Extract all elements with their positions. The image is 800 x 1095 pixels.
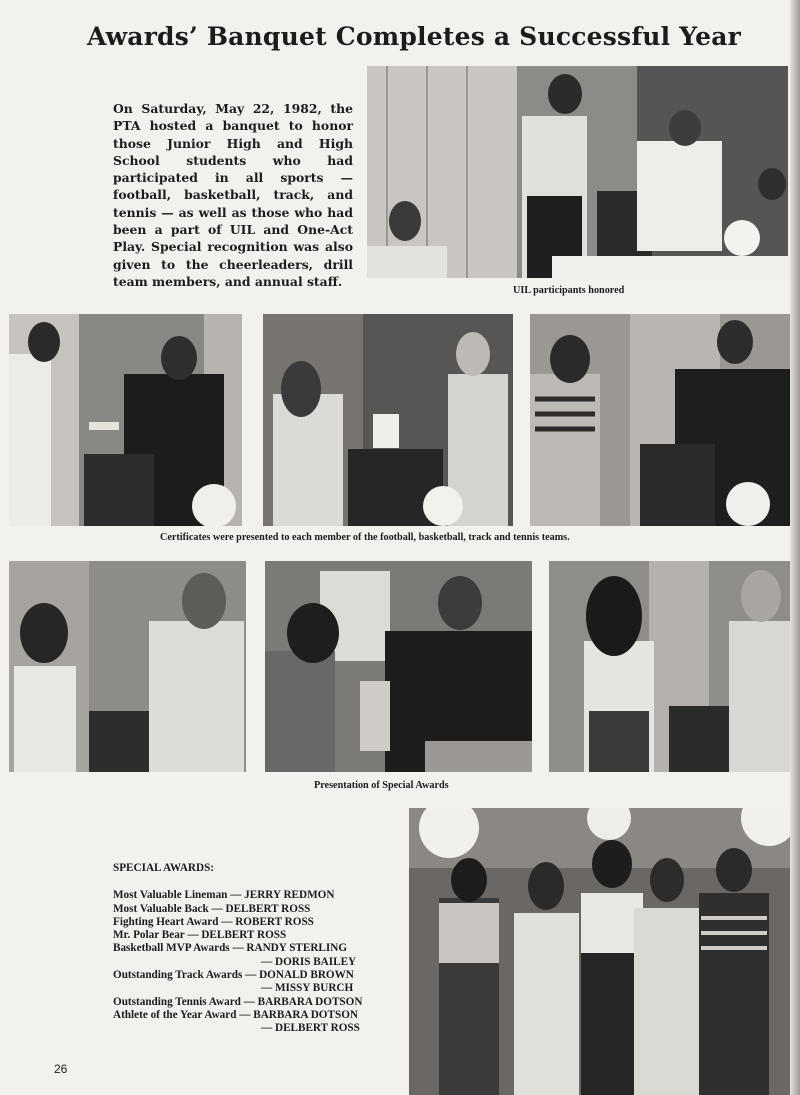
- special-awards-heading: SPECIAL AWARDS:: [113, 862, 215, 874]
- award-line: Basketball MVP Awards — RANDY STERLING: [113, 942, 348, 955]
- award-line: Fighting Heart Award — ROBERT ROSS: [113, 915, 314, 928]
- special-award-photo-3: [549, 561, 792, 772]
- award-line: Most Valuable Back — DELBERT ROSS: [113, 902, 311, 915]
- special-award-photo-2: [265, 561, 532, 772]
- special-awards-list: [113, 862, 413, 1036]
- special-award-photo-1: [9, 561, 246, 772]
- award-winners-group-photo: [409, 808, 795, 1095]
- award-line: Outstanding Tennis Award — BARBARA DOTSON: [113, 995, 363, 1008]
- certificate-photo-3: [530, 314, 792, 526]
- certificate-photo-1: [9, 314, 242, 526]
- caption-uil: UIL participants honored: [513, 285, 625, 296]
- award-line: Mr. Polar Bear — DELBERT ROSS: [113, 929, 287, 942]
- uil-photo: [367, 66, 788, 278]
- award-line: Outstanding Track Awards — DONALD BROWN: [113, 969, 354, 982]
- page-number: 26: [54, 1062, 68, 1076]
- intro-paragraph: On Saturday, May 22, 1982, the PTA hosted a banquet to honor those Junior High and High School students who had participated in all sports — football, basketball, track, and tennis — as well as those who had been a part of UIL and One-Act Play. Special recognition was also given to the cheerleaders, drill team members, and annual staff.: [113, 101, 353, 289]
- award-line: — MISSY BURCH: [261, 982, 354, 995]
- page-title: Awards’ Banquet Completes a Successful Year: [86, 22, 741, 51]
- award-line: Athlete of the Year Award — BARBARA DOTSON: [113, 1008, 358, 1021]
- award-line: Most Valuable Lineman — JERRY REDMON: [113, 889, 335, 902]
- award-line: — DELBERT ROSS: [261, 1022, 360, 1035]
- certificate-photo-2: [263, 314, 513, 526]
- award-line: — DORIS BAILEY: [261, 955, 357, 968]
- caption-special: Presentation of Special Awards: [314, 780, 449, 791]
- caption-certificates: Certificates were presented to each member of the football, basketball, track and tennis teams.: [160, 532, 570, 543]
- page-edge: [790, 0, 800, 1095]
